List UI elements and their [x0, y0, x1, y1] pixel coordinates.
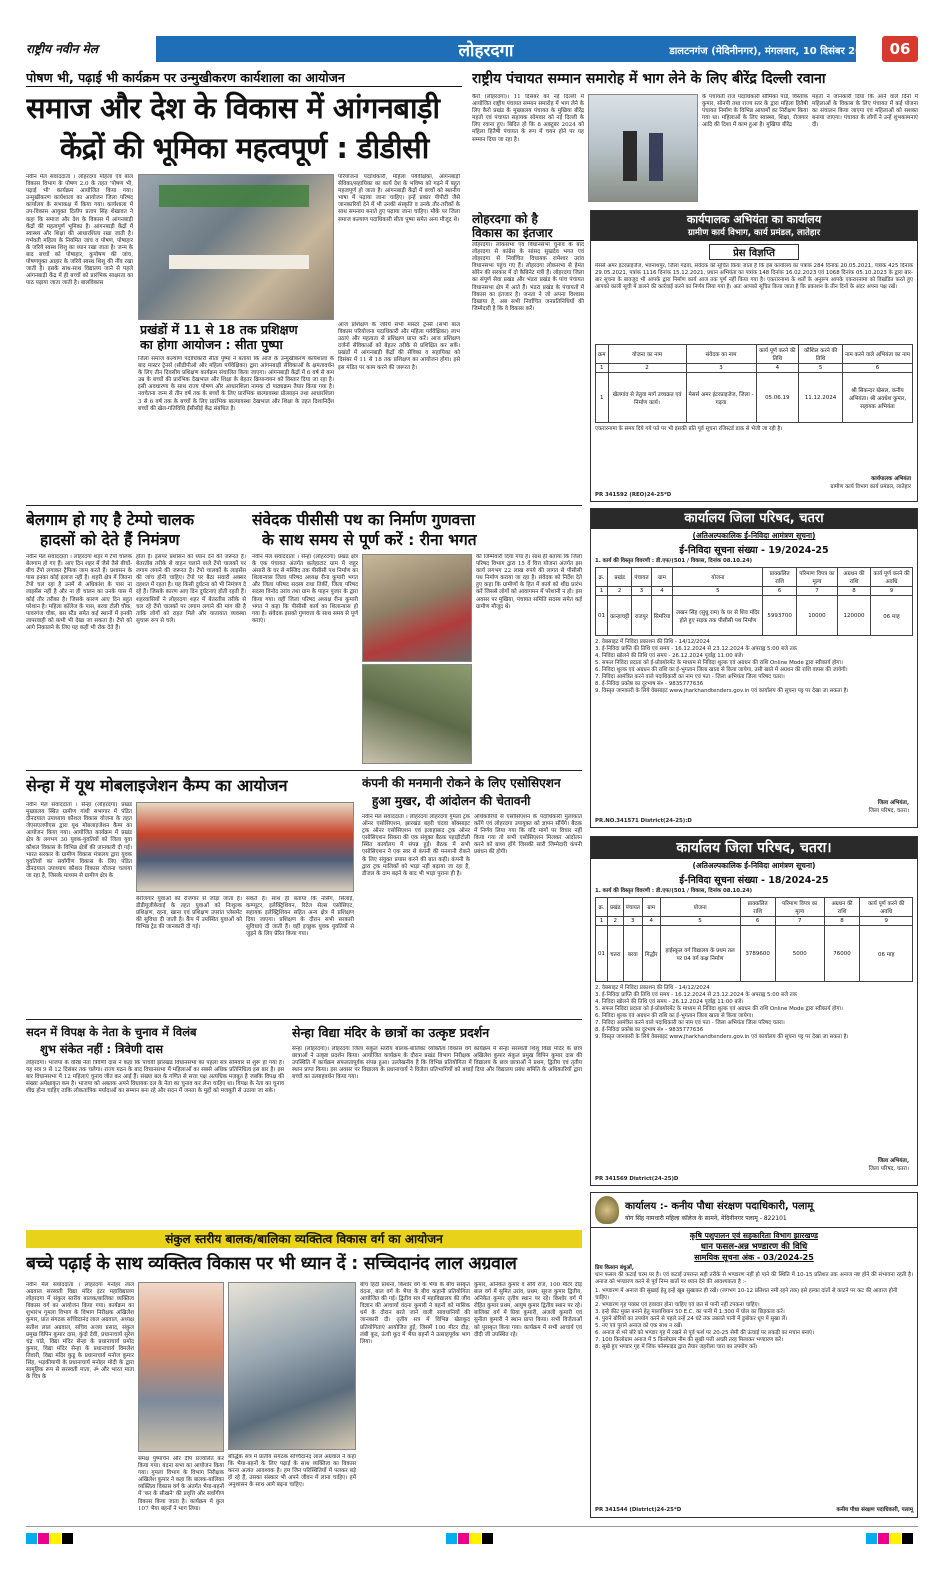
print-color-bar	[26, 1526, 918, 1540]
story2-photo-person	[623, 131, 637, 181]
ad1-table-header	[596, 345, 913, 364]
story3-text: लोहरदगा। लोकसभा एवं विधानसभा चुनाव के बाद लोहरदगा से कांग्रेस के सांसद सुखदेव भगत एवं लोहरदगा से निर्वाचित विधायक रामेश्वर उरांव विधानसभा पहुंच गए हैं। लोहरदगा लोकसभा से हेमंत सोरेन की सरकार में दो कैबिनेट मंत्री हैं। लोहरदगा जिला का संपूर्ण सेवा प्रखंड और भंडरा प्रखंड के पांच पंचायत विधानसभा क्षेत्र में आते हैं। भंडरा प्रखंड के पंचायतों में विकास का इंतजार है। जनता ने जो अपना विश्वास दिखाया है, अब सभी निर्वाचित जनप्रतिनिधियों की जिम्मेदारी है कि वे विकास करें।	[472, 242, 584, 312]
story6-headline: सेन्हा में यूथ मोबलाइजेशन कैम्प का आयोजन	[26, 776, 288, 795]
ad2-cell: 06 माह	[871, 596, 913, 636]
ad3-cell: गिद्धौर	[642, 926, 660, 982]
brand-logo: राष्ट्रीय नवीन मेल	[26, 42, 98, 56]
story6-column3: सकते हैं। साथ ही बताया कि नर्सिंग, सिलाई, कम्प्यूटर, इलेक्ट्रिशियन, रिटेल सेल्स एसोसिएट, सहायक इलेक्ट्रिशियन सहित अन्य क्षेत्र में प्रशिक्षण दिया जाएगा। प्रशिक्षण के दौरान सभी सरकारी सुविधाएं दी जाती हैं। वहीं इच्छुक युवक युवतियों से जुड़ने के लिए प्रेरित किया गया।	[246, 896, 354, 938]
ad1-cell: मेसर्स अमर इंटरप्राइजेज, जिला - गढ़वा	[686, 373, 756, 423]
ad2-col-header: पंचायत	[632, 568, 651, 587]
ad3-note: 7. निविदा आमंत्रित करने वाले पदाधिकारी का नाम एवं पता - जिला अभियंता जिला परिषद चतरा।	[595, 1020, 785, 1026]
ad4-org: कार्यालय :- कनीय पौधा संरक्षण पदाधिकारी, पलामू	[625, 1201, 814, 1212]
ad1-org-line2: ग्रामीण कार्य विभाग, कार्य प्रमंडल, लातेहार	[591, 227, 917, 241]
ad4-point: 2. भण्डारण गृह पक्का एवं हवादार होना चाहिए एवं छत से पानी नहीं टपकना चाहिए।	[595, 1302, 760, 1308]
ad2-note: 2. वेबसाइट में निविदा प्रकाशन की तिथि - 14/12/2024	[595, 639, 710, 645]
ad1-col-number: 3	[686, 364, 756, 373]
ad2-table	[595, 567, 913, 636]
ad4-intro: धान फसल की कटाई चरम पर है। एवं कटाई उपरान्त सही तरीके से भण्डारण नहीं हो पाने की स्थिति में 10-15 प्रतिशत तक अनाज नष्ट होने की संभावना रहती है। अनाज को भण्डारण करने से पूर्व निम्न बातों पर ध्यान देने की आवश्यकता है :-	[595, 1272, 913, 1285]
ad1-col-header: कौशिल करने की तिथि	[799, 345, 843, 364]
ad1-col-number: 6	[843, 364, 913, 373]
ad4-title: धान फसल-अन्न भण्डारण की विधि	[700, 1242, 808, 1252]
ad2-cell: 5993700	[763, 596, 797, 636]
story4-headline-line2: हादसों को देते हैं निमंत्रण	[40, 531, 180, 549]
story1-photo	[138, 174, 334, 320]
ad1-cell: 1	[596, 373, 609, 423]
ad1-col-header: क्रम	[596, 345, 609, 364]
story1-photo-table	[169, 255, 309, 269]
story7-column2: अधिकारियों से एसोसिएशन के पदाधिकारी मुलाकात करेंगे एवं लोहरदगा उपायुक्त को ज्ञापन सौंपेंगे। बैठक में निर्णय लिया गया कि यदि मांगों पर विचार नहीं किया गया तो सभी एसोसिएशन मिलकर आंदोलन करने को बाध्य होंगे जिसकी सारी जिम्मेदारी कंपनी प्रबंधन की होगी।	[474, 814, 582, 856]
ad2-note: 7. निविदा आमंत्रित करने वाले पदाधिकारी का नाम एवं पता - जिला अभियंता जिला परिषद चतरा।	[595, 674, 785, 680]
ad2-col-header: प्रखंड	[608, 568, 632, 587]
story3-headline-line1: लोहरदगा को है	[472, 212, 538, 226]
ad2-col-number: 2	[608, 587, 632, 596]
story1-column1: नवीन मेल संवाददाता । लोहरदगा महिला एवं बाल विकास विभाग के पोषण 2.0 के तहत 'पोषण भी, पढ़ाई भी' कार्यक्रम आयोजित किया गया। उन्मुखीकरण कार्यशाला का आयोजन जिला परिषद कार्यालय के सभाकक्ष में किया गया। कार्यशाला में उप-विकास आयुक्त दिलीप प्रताप सिंह शेखावत ने कहा कि समाज और देश के विकास में आंगनबाड़ी केंद्रों की महत्वपूर्ण भूमिका है। आंगनबाड़ी केंद्रों में स्वास्थ्य और शिक्षा की आधारशिला रखा जाती है। गर्भवती महिला के नियमित जांच व पोषण, पोषाहार के जरिये स्वस्थ शिशु का ध्यान रखा जाता है। जन्म के बाद बच्चों को पोषाहार, कुपोषण की जांच, पोषणयुक्त आहार के जरिये स्वस्थ शिशु की नींव रखा जाती है। इसके साथ-साथ विद्यालय जाने से पहले आंगनबाड़ी केंद्र में ही बच्चों को प्रारंभिक साक्षरता का पाठ पढ़ाया जाता जाती है। बालविकास	[26, 174, 133, 287]
color-swatch	[38, 1533, 49, 1544]
ad3-col-header: योजना	[660, 898, 740, 917]
color-swatch-group	[26, 1529, 74, 1548]
page-number-badge	[882, 36, 918, 62]
ad3-pr-number: PR 341569 District(24-25)D	[595, 1176, 679, 1182]
ad2-note: 6. निविदा शुल्क एवं अग्रधन की राशि का ई-भुगतान जिला खाता से किया जायेगा, उसी खाते में अग्रधन की राशि वापस की जायेगी।	[595, 667, 848, 673]
ad2-col-number: 7	[796, 587, 837, 596]
color-swatch	[26, 1533, 37, 1544]
color-swatch	[878, 1533, 889, 1544]
ad2-col-header: योजना	[673, 568, 763, 587]
story2-text-left: कैरो (लोहरदगा)। 11 दिसंबर को नई दिल्ली में आयोजित राष्ट्रीय पंचायत सम्मान समारोह में भाग लेने के लिए कैरो प्रखंड के मुख्यालय पंचायत के मुखिया बीरेंद्र महतो एवं पंचायत सहायक सोमवार को नई दिल्ली के लिए रवाना हुए। बिदित हो कि 8 अक्टूबर 2024 को महिला हितैषी पंचायत के रूप में चयन होने पर यह सम्मान दिया जा रहा है।	[472, 94, 584, 143]
color-swatch	[446, 1533, 457, 1544]
color-swatch-group	[446, 1529, 494, 1548]
story2-headline: राष्ट्रीय पंचायत सम्मान समारोह में भाग लेने के लिए बीरेंद्र दिल्ली रवाना	[472, 71, 826, 87]
ad1-cell: 11.12.2024	[799, 373, 843, 423]
story1-headline-line2: केंद्रों की भूमिका महत्वपूर्ण : डीडीसी	[60, 131, 429, 165]
ad2-col-header: परिमाण विपत्र का मूल्य	[796, 568, 837, 587]
ad1-col-number: 1	[596, 364, 609, 373]
story1-photo-banner	[159, 185, 309, 207]
story10-column2: समक्ष पुष्पार्चन और दीप प्रज्वलित कर किया गया। वंदना सभा का आयोजन किया गया। गुमला विभाग के विभाग निरीक्षक अखिलेश कुमार ने कहा कि बालक-बालिका व्यक्तित्व विकास वर्ग के अंतर्गत भैया-बहनों में 'कर के सीखने' की प्रवृत्ति और सर्वांगीण विकास किया जाता है। कार्यक्रम में कुल 107 भैया बहनों ने भाग लिया।	[138, 1456, 224, 1512]
ad2-note: 3. ई-निविदा प्राप्ति की तिथि एवं समय - 16.12.2024 से 23.12.2024 के अपराह्न 5:00 बजे तक	[595, 646, 797, 652]
story4-headline-line1: बेलगाम हो गए है टेम्पो चालक	[26, 511, 194, 529]
story5-headline-line1: संवेदक पीसीसी पथ का निर्माण गुणवत्ता	[252, 511, 476, 529]
ad4-address: योग सिंह नामधारी महिला कॉलेज के सामने, मेदिनीनगर पलामू - 822101	[625, 1215, 787, 1222]
ad3-col-number: 1	[596, 917, 608, 926]
ad4-pr-number: PR 341544 (District)24-25*D	[595, 1507, 682, 1513]
ad3-col-number: 2	[608, 917, 624, 926]
story10-column5: कुमार, अनिकेत कुमार व सौर्य राज, 100 मीटर दौड़ बाल वर्ग में सुमित उरांव, प्रथम, सूरज कुमार द्वितीय, अनिकेत कुमार तृतीय स्थान पर रहे। किशोर वर्ग में रोहित कुमार प्रथम, आयुष कुमार द्वितीय स्थान पर रहे। बालिका वर्ग में प्रिया कुमारी, अंजली कुमारी एवं सुनीता कुमारी ने स्थान प्राप्त किया। सभी विजेताओं को पुरस्कृत किया गया। कार्यक्रम में सभी आचार्य एवं दीदी जी उपस्थित रहे।	[474, 1282, 582, 1338]
ad2-note: 4. निविदा खोलने की तिथि एवं समय - 26.12.2024 पूर्वाह्न 11:00 बजे।	[595, 653, 744, 659]
ad3-sub2: ई-निविदा सूचना संख्या - 18/2024-25	[679, 875, 829, 886]
ad4-header	[591, 1193, 917, 1228]
ad4-point: 6. अनाज से भरे बोरे को भण्डार गृह में रखने से पूर्व फर्श पर 20-25 सेमी की ऊंचाई पर लकड़ी का मचान बनाएं।	[595, 1330, 815, 1336]
ad1-body: मेसर्स अमर इंटरप्राइजेज, भवनाथपुर, जिला गढ़वा, संवेदक को सूचित किया जाता है कि इस कार्यालय का पत्रांक 284 दिनांक 20.05.2021, पत्रांक 425 दिनांक 29.05.2021, पत्रांक 1116 दिनांक 15.12.2021, प्रधान अभियंता का पत्रांक 148 दिनांक 16.02.2023 एवं 1068 दिनांक 05.10.2023 के द्वारा बार-बार सूचना के बावजूद भी आपके द्वारा निर्माण कार्य आज तक पूर्ण नहीं किया गया है। एकरारनामा के शर्तों के अनुरूप आपके एकरारनामा को विखंडित करते हुए आपको काली सूची में डालने की कार्रवाई करने का निर्णय लिया गया है। अतः आपको सूचित किया जाता है कि प्रकाशन के तीन दिनों के अंदर अपना पक्ष रखें।	[595, 263, 913, 290]
ad3-col-number: 5	[660, 917, 740, 926]
ad3-signature-line2: जिला परिषद, चतरा।	[868, 1166, 909, 1172]
ad3-col-number: 9	[860, 917, 913, 926]
ad2-cell: 120000	[838, 596, 871, 636]
ad2-col-number: 6	[763, 587, 797, 596]
ad4-point: 3. इन्हे कीट मुक्त बनाने हेतु मालाथियान 50 E.C. का पानी में 1:300 में घोल का छिड़काव करें।	[595, 1309, 785, 1315]
ad2-col-number: 4	[651, 587, 673, 596]
ad2-cell: सिमरिया	[651, 596, 673, 636]
ad3-note: 9. विस्तृत जानकारी के लिये वेबसाइट www.jharkhandtenders.gov.in एवं कार्यालय की सूचना पट्ट पर देखा जा सकता है।	[595, 1034, 849, 1040]
color-swatch	[482, 1533, 493, 1544]
ad1-title: प्रेस विज्ञप्ति	[709, 244, 799, 260]
story8-headline-line2: शुभ संकेत नहीं : त्रिवेणी दास	[40, 1042, 164, 1056]
ad4-signature: कनीय पौधा संरक्षण पदाधिकारी, पलामू	[836, 1507, 913, 1513]
color-swatch	[62, 1533, 73, 1544]
ad3-col-header: क्र.	[596, 898, 608, 917]
ad1-org-line1: कार्यपालक अभियंता का कार्यालय	[591, 211, 917, 227]
ad3-cell: हाईस्कूल वर्ग विद्यालय के प्रथम तल पर 04 वर्ग कक्ष निर्माण	[660, 926, 740, 982]
color-swatch-group	[866, 1529, 914, 1548]
story10-photo2	[228, 1282, 356, 1450]
ad4-points	[591, 1286, 917, 1442]
ad2-cell: 10000	[796, 596, 837, 636]
ad2-cell: राजपुर	[632, 596, 651, 636]
ad4-point: 8. सूखे हुए भण्डार गृह में जिंक फॉस्फाइड द्वारा तैयार जहरीला चारा का उपयोग करें।	[595, 1344, 758, 1350]
ad3-org: कार्यालय जिला परिषद, चतरा।	[591, 837, 917, 859]
ad1-col-header: योजना का नाम	[608, 345, 686, 364]
story1-below-photo: जिला समाज कल्याण पदाधिकारी सीता पुष्पा ने बताया कि आज के उन्मुखीकरण कार्यशाला के बाद मास्टर ट्रेनर्स (सीडीपीओ और महिला पर्यवेक्षिका) द्वारा आंगनबाड़ी सेविकाओं के क्षमतावर्धन के लिए तीन दिवसीय प्रशिक्षण कार्यक्रम संचालित किया जाएगा। आंगनबाड़ी केंद्रों में 6 वर्ष से कम उम्र के बच्चों की प्रारंभिक देखभाल और शिक्षा के बेहतर क्रियान्वयन को विस्तार दिया जा रहा है। इसी अवधारणा के साथ राज्य पोषण और आधारशिला नामक दो पाठ्यक्रम तैयार किया गया है। नवचेतना जन्म से तीन वर्ष तक के बच्चों के लिए प्रारंभिक बाल्यावस्था प्रोत्साहन तथा आधारशिला 3 से 6 वर्ष तक के बच्चों के लिए प्रारंभिक बाल्यावस्था देखभाल और शिक्षा के तहत दिशानिर्देश बच्चों की खेल-गतिविधि ईसीसीई केंद्र संबंधित है।	[138, 356, 334, 412]
ad4-point: 1. भण्डारण में अनाज की सुखाई हेतु इन्हें खूब सुखाकर ही रखें। (लगभग 10-12 प्रतिशत नमी रहने तक) इसे हल्का दांतों से काटने पर कट की आवाज होनी चाहिए।	[595, 1288, 898, 1301]
ad2-col-number: 1	[596, 587, 608, 596]
ad2-cell: लखन सिंह (सुधु राम) के घर से शिव मंदिर होते हुए सड़क तक पीसीसी पथ निर्माण	[673, 596, 763, 636]
ad4-point: 7. 100 किलोग्राम अनाज में 5 किलोग्राम नीम की सूखी पत्ती अच्छी तरह मिलाकर भण्डारण करें।	[595, 1337, 784, 1343]
story1-column2: परियोजना पदाधिकारी, महिला पर्यवेक्षिका, आंगनबाड़ी सेविका/सहायिका का कार्य देश के भविष्य को गढ़ने में बहुत महत्वपूर्ण हो जाता है। आंगनबाड़ी केंद्रों में बच्चों को स्थानीय भाषा में पढ़ाया जाना चाहिए। इन्हें प्रकार पीपीटी जैसे जानकारियों देने में भी उनकी संस्कृति व उनके तौर-तरीकों के साथ समन्वय बनाते हुए पढ़ाया जाना चाहिए। मौके पर जिला समाज कल्याण पदाधिकारी सीता पुष्पा समेत अन्य मौजूद थे।	[338, 174, 460, 223]
divider	[26, 505, 582, 506]
color-swatch	[890, 1533, 901, 1544]
ad2-note: 8. ई-निविदा प्रकोष्ठ का दूरभाष सं० - 9835777636	[595, 681, 704, 687]
emblem-icon	[595, 1196, 619, 1224]
ad3-cell: 3789600	[740, 926, 775, 982]
story6-column1: नवीन मेल संवाददाता । सेन्हा (लोहरदगा) प्रखंड मुख्यालय स्थित ग्रामीण गांधी सभागार में पंडित दीनदयाल उपाध्याय कौशल विकास योजना के तहत जेएसएलपीएस द्वारा यूथ मोबलाइजेशन कैम्प का आयोजन किया गया। आयोजित कार्यक्रम में प्रखंड क्षेत्र के लगभग 30 युवक-युवतियों को जिला युवा कौशल विकास के विभिन्न क्षेत्रों की जानकारी दी गई। भारत सरकार के ग्रामीण विकास मंत्रालय द्वारा युवक युवतियों का सर्वांगीण विकास के लिए पंडित दीनदयाल उपाध्याय कौशल विकास योजना चलाया जा रहा है, जिसके माध्यम से ग्रामीण क्षेत्र के	[26, 802, 132, 879]
ad3-note: 6. निविदा शुल्क एवं अग्रधन की राशि का ई-भुगतान जिला खाता से किया जायेगा।	[595, 1013, 754, 1019]
story2-text-mid: के पंचायती राज पदाधिकारी सौमिका पांडे, विस्तोक कुमार, सोनपी तथा राज्य स्तर के द्वारा महिला हितैषी पंचायत निर्माण के विभिन्न आयामों का निरीक्षण किया गया था। महिलाओं के लिए स्वास्थ्य, शिक्षा, रोजगार आदि की दिशा में काम हुआ है। मुखिया बीरेंद्र	[702, 94, 808, 129]
story10-column1: नवीन मेल संवाददाता । लोहरदगा मनोहर लाल अग्रवाल सरस्वती विद्या मंदिर इंटर महाविद्यालय लोहरदगा में संकुल स्तरीय बालक/बालिका व्यक्तित्व विकास वर्ग का आयोजन किया गया। कार्यक्रम का शुभारंभ गुमला विभाग के विभाग निरीक्षक अखिलेश कुमार, प्रांत संगठक सच्चिदानंद लाल अग्रवाल, अध्यक्ष सतीश लाल अग्रवाल, सचिव अजय प्रसाद, संकुल प्रमुख विपिन कुमार दास, कुंदो देवी, प्रधानाचार्य सुरेश चंद्र पांडे, विद्या मंदिर सेन्हा के प्रधानाचार्य प्रमोद कुमार, विद्या मंदिर सेन्हा के प्रधानाचार्य विमलेश तिवारी, विद्या मंदिर कुडू के प्रधानाचार्य मनोज कुमार सिंह, भड़कीयापी के प्रधानाचार्य मनोहर मोदी के द्वारा सामूहिक रूप से सरस्वती माता, ॐ और भारत माता के चित्र के	[26, 1282, 134, 1381]
ad3-cell: 76000	[824, 926, 860, 982]
story2-photo-person	[649, 133, 663, 181]
ad3-table-numbers	[596, 917, 913, 926]
ad2-sub2: ई-निविदा सूचना संख्या - 19/2024-25	[679, 545, 829, 556]
story2-text-right: महतो ने जानकारी दिया कि आने वाले दिनों में महिलाओं के विकास के लिए पंचायत में कई योजना का संचालन किया जाएगा एवं महिलाओं को सशक्त बनाया जाएगा। पंचायत के लोगों ने उन्हें शुभकामनाएं दी।	[812, 94, 918, 129]
story8-headline-line1: सदन में विपक्ष के नेता के चुनाव में विलंब	[26, 1025, 197, 1039]
ad2-col-number: 9	[871, 587, 913, 596]
ad3-col-number: 6	[740, 917, 775, 926]
ad2-pr-number: PR.NO.341571 District(24-25):D	[595, 818, 692, 824]
dateline: डालटनगंज (मेदिनीनगर), मंगलवार, 10 दिसंबर 2024	[669, 46, 876, 57]
ad3-table	[595, 897, 913, 982]
ad1-signature-line1: कार्यपालक अभियंता	[871, 476, 911, 482]
table-row	[596, 373, 913, 423]
story1-subhead-line2: का होगा आयोजन : सीता पुष्पा	[140, 337, 283, 352]
ad2-sub1: (अतिअल्पकालिक ई-निविदा आमंत्रण सूचना)	[692, 531, 816, 540]
ad3-notes	[591, 982, 917, 1144]
story7-column1: नवीन मेल संवाददाता । लोहरदगा लोहरदगा गुमला ट्रक ऑनर एसोसिएशन, झारखंड बहरी चंदवा बॉक्साइट ट्रक ऑनर एसोसिएशन एवं इलाहाबाद ट्रक ऑनर एसोसिएशन सिकरा की एक संयुक्त बैठक पहाड़ीटोली स्थित कार्यालय में संपन्न हुई। बैठक में सभी एसोसिएशन ने एक स्वर से कंपनी की मनमानी रोकने के लिए संयुक्त प्रयास करने की बात कही। कंपनी के द्वारा ट्रक मालिकों को भाड़ा नहीं बढ़ाया जा रहा है, डीजल के दाम बढ़ने के बाद भी भाड़ा पुराना ही है।	[362, 814, 470, 877]
ad2-intro: 1. कार्य की विस्तृत विवरणी : डी.एफ/(501 / विकास, दिनांक 08.10.24)	[595, 558, 753, 564]
ad2-cell: कान्हाचट्टी	[608, 596, 632, 636]
story6-photo	[136, 802, 354, 892]
divider	[26, 770, 582, 771]
ad3-cell: 01	[596, 926, 608, 982]
ad3-col-header: परिमाण विपत्र का मूल्य	[775, 898, 824, 917]
ad4-dept: कृषि पशुपालन एवं सहकारिता विभाग झारखण्ड	[689, 1231, 819, 1240]
ad1-table	[595, 344, 913, 423]
ad1-signature-line2: ग्रामीण कार्य विभाग कार्य प्रमंडल, लातेहार	[830, 484, 911, 490]
ad3-intro: 1. कार्य की विस्तृत विवरणी : डी.एफ/(501 / विकास, दिनांक 08.10.24)	[595, 888, 753, 894]
story5-photo2	[362, 664, 472, 764]
story2-photo	[588, 94, 698, 202]
color-swatch	[470, 1533, 481, 1544]
color-swatch	[458, 1533, 469, 1544]
table-row	[596, 596, 913, 636]
story4-column2: होता है। इसपर प्रशासन को ध्यान देने की जरूरत है। बेतरतीब तरीके से वाहन चलाने वाले टेंपो चालकों पर लगाम लगाने की जरूरत है। टेंपो चालकों के लाइसेंस की जांच होनी चाहिए। टेंपो पर बैठा सवारी अक्सर दहशत में रहता है। यह किसी दुर्घटना को भी निमंत्रण दे रहे हैं। जिसके कारण आए दिन दुर्घटनाएं होती रहती हैं। शहरवासियों ने लोहरदगा शहर में बेतरतीब तरीके से चल रहे टेंपो चालकों पर लगाम लगाने की मांग की है ताकि लोगों को राहत मिले और यातायात व्यवस्था सुचारू रूप से चले।	[136, 554, 246, 624]
ad2-col-header: ग्राम	[651, 568, 673, 587]
story10-column3: बौद्धिक सत्र में प्रांतीय संगठक सच्चिदानंद लाल अग्रवाल ने कहा कि भैया-बहनों के लिए पढ़ाई के साथ व्यक्तित्व का विकास करना अत्यंत आवश्यक है। हम जिन परिस्थितियों में पलकर बड़े हो रहे हैं, उसका संस्कार भी अपने जीवन में लाना चाहिए। हमें अनुशासन के साथ आगे बढ़ना चाहिए।	[228, 1454, 356, 1489]
ad2-org: कार्यालय जिला परिषद, चतरा	[591, 509, 917, 529]
banner-headline: बच्चे पढ़ाई के साथ व्यक्तित्व विकास पर भी ध्यान दें : सच्चिदानंद लाल अग्रवाल	[26, 1254, 517, 1274]
ad2-cell: 01	[596, 596, 608, 636]
notice-ad-palamu	[590, 1192, 918, 1518]
color-swatch	[866, 1533, 877, 1544]
ad2-table-numbers	[596, 587, 913, 596]
ad3-col-number: 7	[775, 917, 824, 926]
story10-photo1	[138, 1282, 224, 1452]
ad2-signature-line2: जिला परिषद, चतरा।	[868, 808, 909, 814]
banner-kicker: संकुल स्तरीय बालक/बालिका व्यक्तित्व विकास वर्ग का आयोजन	[165, 1232, 443, 1246]
story10-column4: बीच हिंदी प्रार्थना, किशोर वर्ग के भैया के बीच संस्कृत वंदना, बाल वर्ग के भैया के बीच कहानी प्रतियोगिता आयोजित की गई। द्वितीय सत्र में महाविद्यालय की जीव विज्ञान की आचार्या वंदना कुमारी ने बहनों को मासिक धर्म के दौरान बरते जाने वाली सावधानियों की जानकारी दी। तृतीय सत्र में विभिन्न खेलकूद प्रतियोगिताएं आयोजित हुईं, जिसमें 100 मीटर दौड़, लंबी कूद, ऊंची कूद में भैया बहनों ने उत्साहपूर्वक भाग लिया।	[360, 1282, 470, 1345]
story5-photo	[362, 554, 472, 662]
ad1-col-number: 2	[608, 364, 686, 373]
ad2-note: 9. विस्तृत जानकारी के लिये वेबसाइट www.jharkhandtenders.gov.in एवं कार्यालय की सूचना पट्ट पर देखा जा सकता है।	[595, 688, 849, 694]
ad3-cell: 5000	[775, 926, 824, 982]
ad3-sub1: (अतिअल्पकालिक ई-निविदा आमंत्रण सूचना)	[692, 861, 816, 870]
ad3-cell: बरवा	[623, 926, 642, 982]
ad4-point: 4. पुराने बोरियों का उपयोग करने से पहले उन्हें 24 घंटे तक उबलते पानी में डुबोकर धूप में सुखा लें।	[595, 1316, 788, 1322]
page-number: 06	[889, 40, 911, 58]
ad3-col-header: पंचायत	[623, 898, 642, 917]
ad2-col-number: 5	[673, 587, 763, 596]
ad3-table-header	[596, 898, 913, 917]
ad3-col-header: अग्रधन की राशि	[824, 898, 860, 917]
ad3-note: 8. ई-निविदा प्रकोष्ठ का दूरभाष सं० - 9835777636	[595, 1027, 704, 1033]
ad3-col-header: कार्य पूर्ण करने की अवधि	[860, 898, 913, 917]
tender-ad-chatra-18	[590, 836, 918, 1186]
ad3-cell: चतरा	[608, 926, 624, 982]
tender-ad-latehar	[590, 210, 918, 502]
ad3-col-number: 4	[642, 917, 660, 926]
story7-headline-line1: कंपनी की मनमानी रोकने के लिए एसोसिएशन	[362, 776, 561, 790]
story3-headline-line2: विकास का इंतजार	[472, 226, 584, 241]
story8-text: लोहरदगा। भाजपा के वरिष्ठ नेता त्रिवेणी दास ने कहा कि पांचवीं झारखंड विधानसभा का पहला सत्र सोमवार से शुरू हो गया है। यह सत्र 9 से 12 दिसंबर तक चलेगा। राज्य गठन के बाद विधानसभा में महिलाओं का सबसे अधिक प्रतिनिधित्व इस बार है। इस बार विधानसभा में 12 महिलाएं चुनाव जीत कर आई हैं। संख्या बल के गणित से सत्ता पक्ष अत्यधिक मजबूत है जबकि विपक्ष की संख्या अपेक्षाकृत कम है। भाजपा को अबतक अपने विधायक दल के नेता का चुनाव कर लेना चाहिए था। विपक्ष के नेता का चुनाव शीघ्र होना चाहिए ताकि लोकतांत्रिक मर्यादाओं का सम्मान बना रहे और सदन में जनता के मुद्दों को मजबूती से उठाया जा सके।	[26, 1060, 284, 1095]
story1-subhead-line1: प्रखंडों में 11 से 18 तक प्रशिक्षण	[140, 322, 298, 337]
ad1-cell: श्री सिकन्दर खेसल, कनीय अभियंता। श्री अवधेश कुमार, सहायक अभियंता	[843, 373, 913, 423]
color-swatch	[50, 1533, 61, 1544]
ad1-cell: खेलगांव से तेतुवा मार्ग उच्चक्रत एवं निर्माण कार्य।	[608, 373, 686, 423]
ad2-col-number: 8	[838, 587, 871, 596]
ad3-note: 3. ई-निविदा प्राप्ति की तिथि एवं समय - 16.12.2024 से 23.12.2024 के अपराह्न 5:00 बजे तक	[595, 992, 797, 998]
color-swatch	[902, 1533, 913, 1544]
ad3-col-header: प्रखंड	[608, 898, 624, 917]
ad1-col-header: संवेदक का नाम	[686, 345, 756, 364]
ad1-col-number: 5	[799, 364, 843, 373]
ad1-col-number: 4	[756, 364, 799, 373]
ad3-col-header: ग्राम	[642, 898, 660, 917]
ad2-col-header: क्र.	[596, 568, 608, 587]
ad3-signature-line1: जिला अभियंता,	[877, 1158, 909, 1164]
story1-kicker: पोषण भी, पढ़ाई भी कार्यक्रम पर उन्मुखीकरण कार्यशाला का आयोजन	[26, 70, 462, 87]
ad2-note: 5. सफल निविदा प्रदाता को ई-प्रोक्योरमेंट के माध्यम से निविदा शुल्क एवं अग्रधन की राशि Online Mode द्वारा स्वीकार्य होगा।	[595, 660, 843, 666]
ad2-col-number: 3	[632, 587, 651, 596]
ad3-note: 4. निविदा खोलने की तिथि एवं समय - 26.12.2024 पूर्वाह्न 11:00 बजे।	[595, 999, 744, 1005]
divider	[26, 1019, 582, 1020]
story5-column1: नवीन मेल संवाददाता । सेन्हा (लोहरदगा) प्रखंड क्षेत्र के एक पंचायत अंतर्गत कलेहाटाट ग्राम में जहुर अंसारी के घर से मस्जिद तक पीसीसी पथ निर्माण का शिलान्यास जिला परिषद अध्यक्ष रीना कुमारी भगत और जिला परिषद सदस्य राधा तिर्की, जिला परिषद सदस्य विनोद उरांव तथा ग्राम के पाहन पुजार के द्वारा किया गया। वहीं जिला परिषद अध्यक्ष रीना कुमारी भगत ने कहा कि पीसीसी कार्य का शिलान्यास हो गया है। संवेदक इसको गुणवत्ता के साथ समय से पूर्ण कराएं।	[252, 554, 358, 624]
ad3-cell: 06 माह	[860, 926, 913, 982]
ad4-greeting: प्रिय किसान बंधुओं,	[595, 1265, 634, 1271]
ad3-col-header: प्राक्कलित राशि	[740, 898, 775, 917]
ad1-cell: 05.06.19	[756, 373, 799, 423]
story5-headline-line2: के साथ समय से पूर्ण करें : रीना भगत	[262, 531, 477, 549]
masthead	[26, 36, 918, 64]
ad3-note: 5. सफल निविदा प्रदाता को ई-प्रोक्योरमेंट के माध्यम से निविदा शुल्क एवं अग्रधन की राशि Online Mode द्वारा स्वीकार्य होगा।	[595, 1006, 843, 1012]
story5-column3: की जिम्मेवारी दिया गया है। साथ ही बताया कि जिला परिषद विभाग द्वारा 15 वें वित्त योजना अंतर्गत इस कार्य लगभग 22 लाख रुपये की लागत से पीसीसी पथ निर्माण कराया जा रहा है। संवेदक को निर्देश देते हुए कहा कि ग्रामीणों के हित में कार्य को शीघ्र प्रारंभ करें जिससे लोगों को आवागमन में परेशानी न हो। इस अवसर पर मुखिया, पंचायत समिति सदस्य समेत कई ग्रामीण मौजूद थे।	[476, 554, 582, 610]
table-row	[596, 926, 913, 982]
story4-column1: नवीन मेल संवाददाता । लोहरदगा शहर में टेंपो चालक बेलगाम हो गए हैं। आए दिन शहर में जैसे तैसे बीचों-बीच टेंपो लगाकर ट्रैफिक जाम करते हैं। प्रशासन के पास इनका कोई इलाज नहीं है। शहरी क्षेत्र में जितना टेंपो चल रहा है उनमें से अधिकांश के पास ना लाइसेंस नहीं है और ना ही चालन का उनके पास में कोई तौर तरीका है। जिसके कारण आए दिन बहुत परेशान है। महिला कॉलेज के पास, बरवा टोली चौक, पावरगंज चौक, बस स्टैंड समेत कई स्थानों में इनकी लापरवाही को कभी भी देखा जा सकता है। टेंपो को आगे निकालने के लिए यह कहीं भी रोक देते हैं।	[26, 554, 132, 631]
ad1-col-header: नाम करने वाले अभियंता का नाम	[843, 345, 913, 364]
ad3-note: 2. वेबसाइट में निविदा प्रकाशन की तिथि - 14/12/2024	[595, 985, 710, 991]
ad2-signature-line1: जिला अभियंता,	[877, 800, 909, 806]
story9-headline: सेन्हा विद्या मंदिर के छात्रों का उत्कृष्ट प्रदर्शन	[292, 1025, 490, 1040]
ad1-table-numbers	[596, 364, 913, 373]
ad2-col-header: कार्य पूर्ण करने की अवधि	[871, 568, 913, 587]
ad2-col-header: अग्रधन की राशि	[838, 568, 871, 587]
tender-ad-chatra-19	[590, 508, 918, 828]
section-title: लोहरदगा	[458, 41, 514, 61]
ad3-col-number: 8	[824, 917, 860, 926]
story1-headline-line1: समाज और देश के विकास में आंगनबाड़ी	[26, 91, 440, 125]
ad4-point: 5. नए एवं पुराने अनाज को एक साथ न रखें।	[595, 1323, 683, 1329]
story1-column3: आज प्रशिक्षण के जरिये सभी मास्टर ट्रेनर्स (सभी बाल विकास परियोजना पदाधिकारी और महिला पर्यवेक्षिका) लाभ उठाएं और महत्वता से प्रशिक्षण प्राप्त करें। आज प्रशिक्षण दर्जनों सेविकाओं को बेहतर तरीके से प्रशिक्षित कर सकें। प्रखंडों में आंगनबाड़ी केंद्रों की सेविका व सहायिका को दिसंबर में 11 से 18 तक प्रशिक्षण का आयोजन होगा। इसे इस मंडित पर काम करने की जरूरत है।	[338, 322, 460, 371]
ad2-notes	[591, 636, 917, 786]
ad2-table-header	[596, 568, 913, 587]
ad3-col-number: 3	[623, 917, 642, 926]
story7-headline-line2: हुआ मुखर, दी आंदोलन की चेतावनी	[372, 794, 531, 808]
ad2-col-header: प्राक्कलित राशि	[763, 568, 797, 587]
ad1-footer-note: एकरारनामा के समय दिये गये पते पर भी इसकी प्रति पूर्व सूचना रजिस्टर्ड डाक से भेजी जा रही है।	[595, 426, 783, 432]
story9-text: सेन्हा (लोहरदगा)। लोहरदगा जिला संकुल स्तरीय बालक-बालिका व्यक्तित्व विकास वर्ग कार्यक्रम में सेन्हा सरस्वती शिशु विद्या मंदिर के छात्र छात्राओं ने उत्कृष्ट प्रदर्शन किया। आयोजित कार्यक्रम के दौरान प्रखंड विभाग निरीक्षक अखिलेश कुमार संकुल प्रमुख विपिन कुमार दास की उपस्थिति में कार्यक्रम सफलतापूर्वक संपन्न हुआ। उल्लेखनीय है कि विभिन्न प्रतियोगिता में विद्यालय के छात्र छात्राओं ने प्रथम, द्वितीय एवं तृतीय स्थान प्राप्त किया। इस अवसर पर विद्यालय के प्रधानाचार्य ने विजेता प्रतिभागियों को बधाई दिया और विद्यालय प्रबंध समिति के अधिकारियों द्वारा बच्चों का उत्साहवर्धन किया गया।	[292, 1046, 582, 1081]
ad4-notice-number: सामयिक सूचना अंक - 03/2024-25	[694, 1253, 814, 1262]
ad1-col-header: कार्य पूर्ण करने की तिथि	[756, 345, 799, 364]
ad1-pr-number: PR 341592 (REO)24-25*D	[595, 492, 672, 498]
story6-column2: बेरोजगार युवाओं को रोजगार से जोड़ा जाता है। डीडीयूजीकेवाई के तहत युवाओं को निःशुल्क प्रशिक्षण, रहना, खाना एवं प्रशिक्षण उपरांत प्लेसमेंट की सुविधा दी जाती है। कैंप में उपस्थित युवाओं को विभिन्न ट्रेड की जानकारी दी गई।	[136, 896, 242, 931]
